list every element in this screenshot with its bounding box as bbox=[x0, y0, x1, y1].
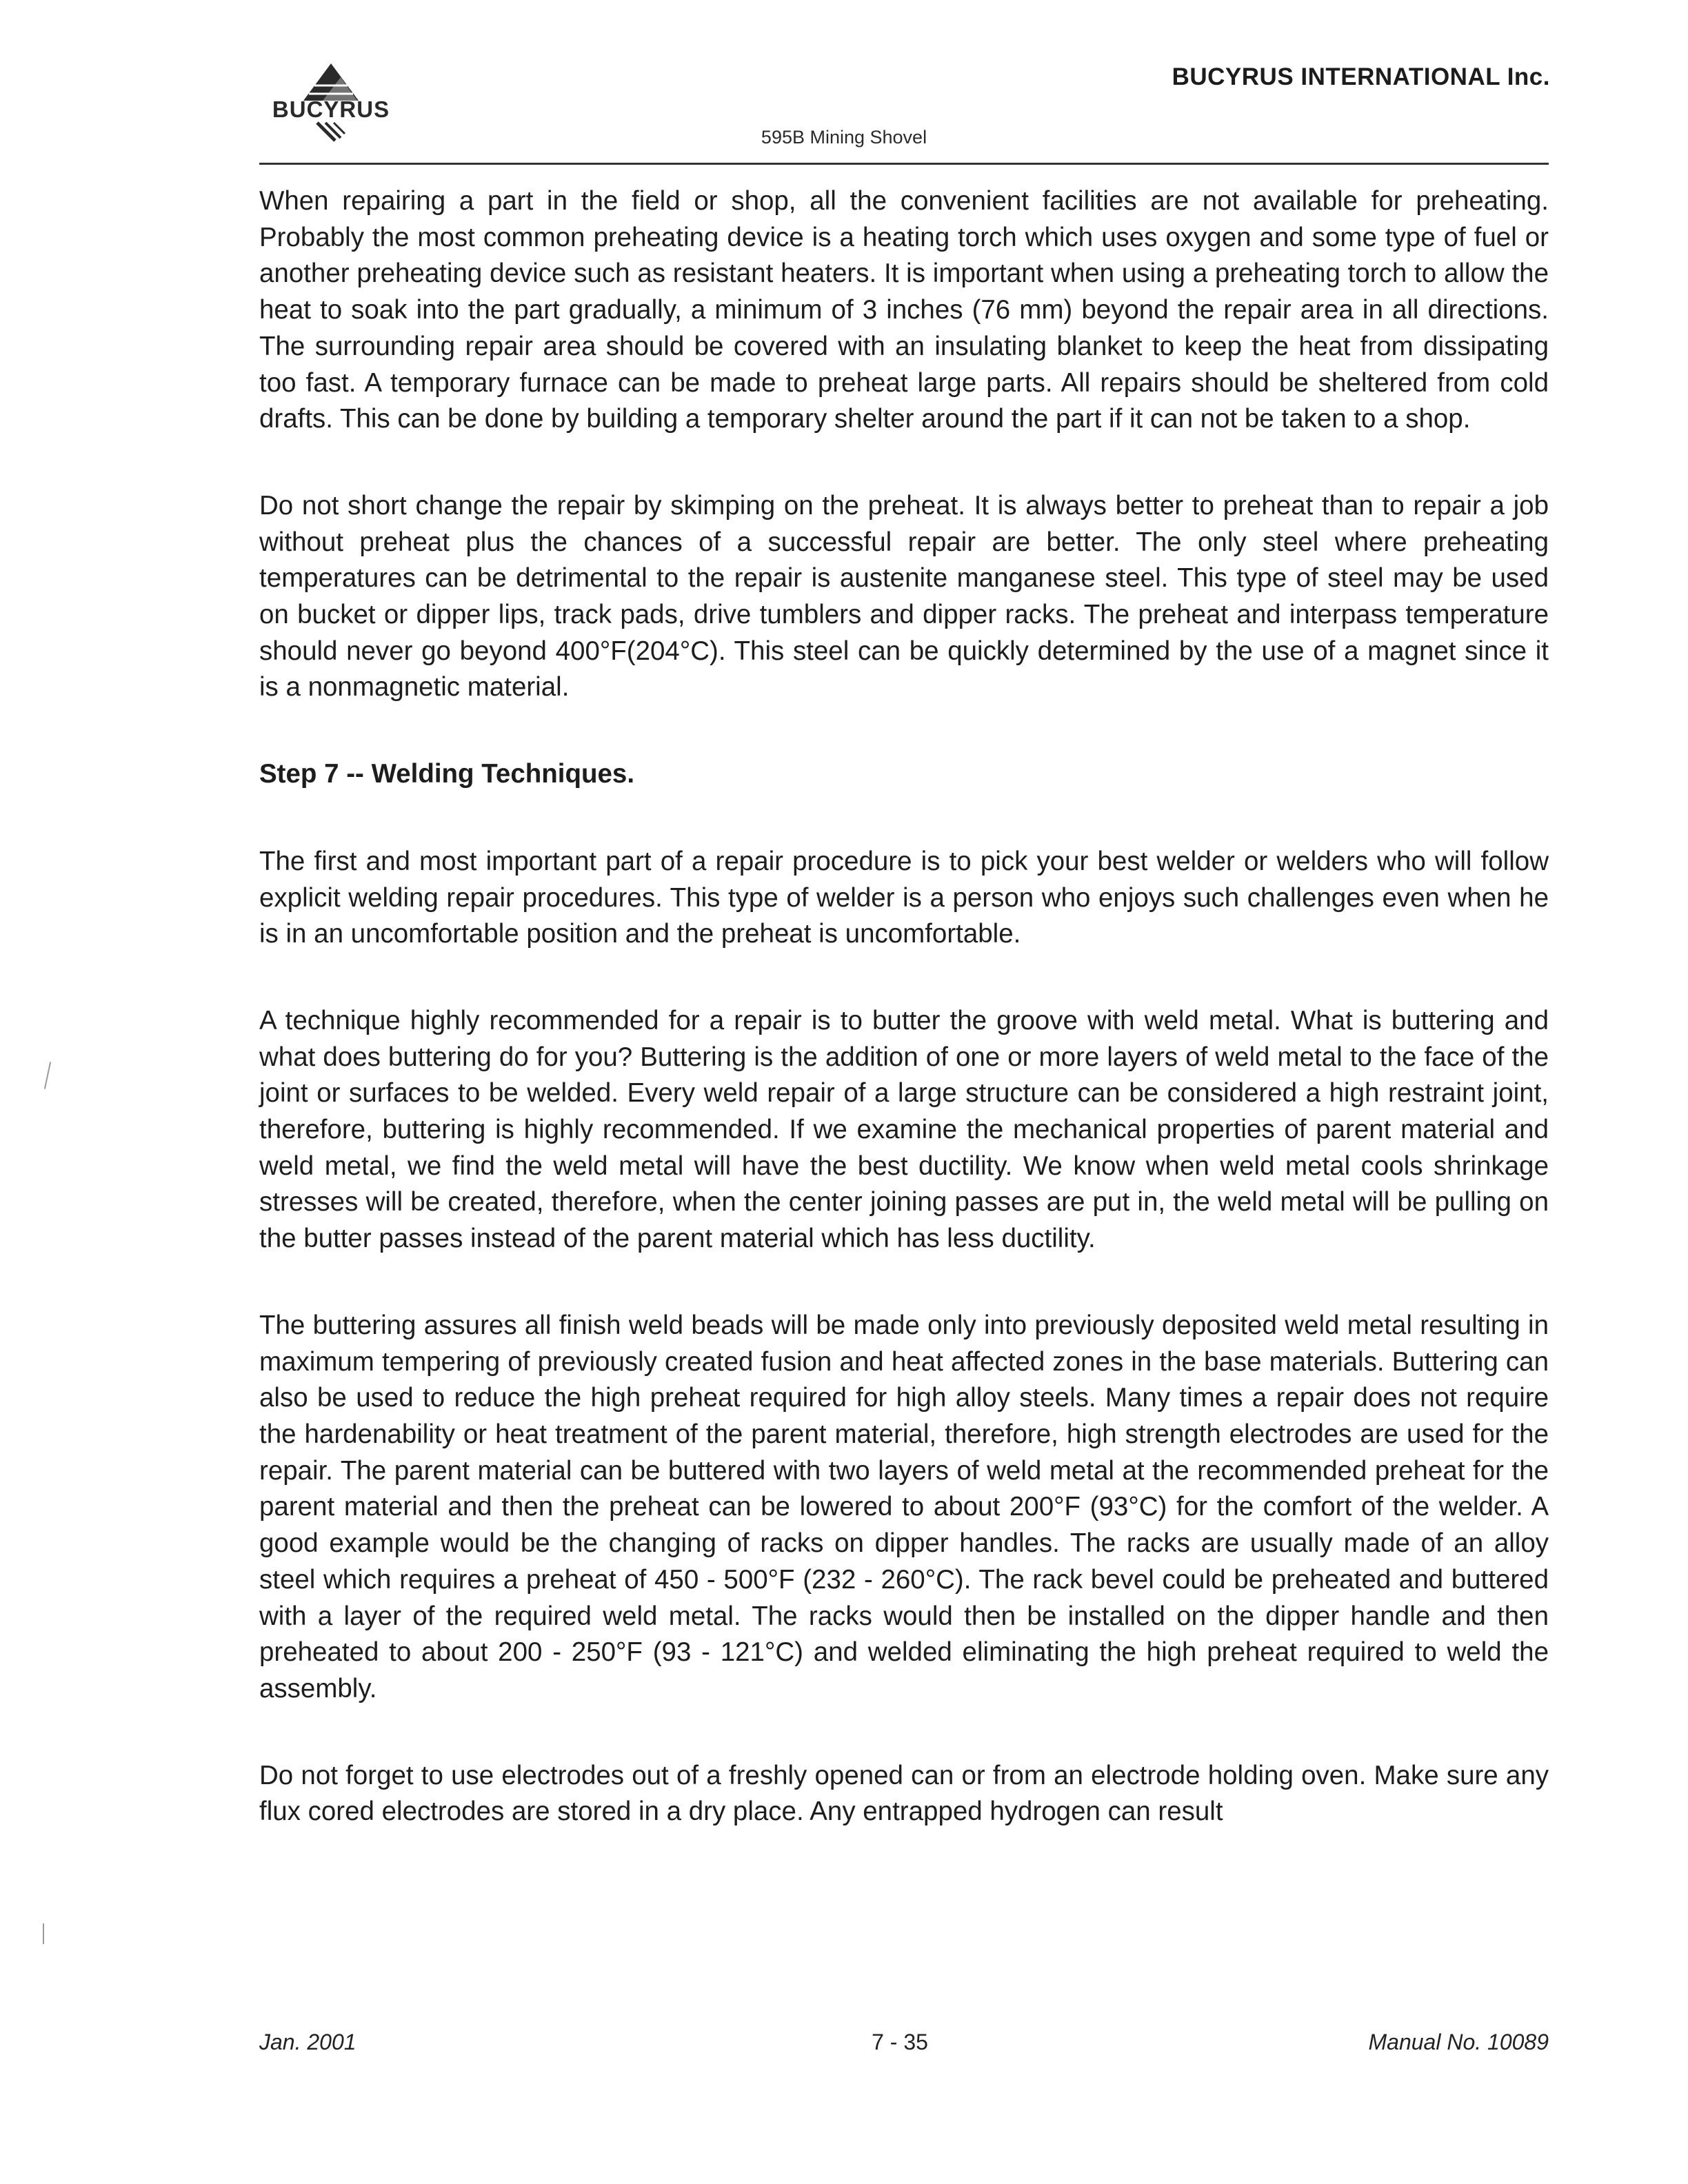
company-name: BUCYRUS INTERNATIONAL Inc. bbox=[1172, 63, 1550, 90]
body-paragraph: The first and most important part of a repair procedure is to pick your best welder or welders who will follow explicit welding repair procedures. This type of welder is a person who enjoys such challenges even when he is in an uncomfortable position and the preheat is uncomfortable. bbox=[259, 846, 1549, 949]
section-heading: Step 7 -- Welding Techniques. bbox=[259, 759, 635, 789]
footer-date: Jan. 2001 bbox=[259, 2030, 356, 2054]
document-subtitle: 595B Mining Shovel bbox=[761, 127, 927, 148]
body-paragraph: Do not short change the repair by skimping on the preheat. It is always better to preheat than to repair a job without preheat plus the chances of a successful repair are better. The only steel where preheating temperatures can be detrimental to the repair is austenite manganese steel. This type of steel may be used on bucket or dipper lips, track pads, drive tumblers and dipper racks. The preheat and interpass temperature should never go beyond 400°F(204°C). This steel can be quickly determined by the use of a magnet since it is a nonmagnetic material. bbox=[259, 490, 1549, 702]
body-paragraph: A technique highly recommended for a repair is to butter the groove with weld metal. What is buttering and what does buttering do for you? Buttering is the addition of one or more layers of weld metal to the face of the joint or surfaces to be welded. Every weld repair of a large structure can be considered a high restraint joint, therefore, buttering is highly recommended. If we examine the mechanical properties of parent material and weld metal, we find the weld metal will have the best ductility. We know when weld metal cools shrinkage stresses will be created, therefore, when the center joining passes are put in, the weld metal will be pulling on the butter passes instead of the parent material which has less ductility. bbox=[259, 1005, 1549, 1254]
scan-mark bbox=[43, 1923, 44, 1944]
page-number: 7 - 35 bbox=[872, 2030, 928, 2054]
scan-mark bbox=[44, 1062, 51, 1089]
page-body bbox=[259, 183, 1549, 1881]
logo-wordmark: BUCYRUS bbox=[272, 97, 390, 122]
body-paragraph: The buttering assures all finish weld beads will be made only into previously deposited weld metal resulting in maximum tempering of previously created fusion and heat affected zones in the base materials. Buttering can also be used to reduce the high preheat required for high alloy steels. Many times a repair does not require the hardenability or heat treatment of the parent material, therefore, high strength electrodes are used for the repair. The parent material can be buttered with two layers of weld metal at the recommended preheat for the parent material and then the preheat can be lowered to about 200°F (93°C) for the comfort of the welder. A good example would be the changing of racks on dipper handles. The racks are usually made of an alloy steel which requires a preheat of 450 - 500°F (232 - 260°C). The rack bevel could be preheated and buttered with a layer of the required weld metal. The racks would then be installed on the dipper handle and then preheated to about 200 - 250°F (93 - 121°C) and welded eliminating the high preheat required to weld the assembly. bbox=[259, 1310, 1549, 1703]
header-divider bbox=[259, 163, 1549, 165]
body-paragraph: When repairing a part in the field or shop, all the convenient facilities are not available for preheating. Probably the most common preheating device is a heating torch which uses oxygen and some type of fuel or another preheating device such as resistant heaters. It is important when using a preheating torch to allow the heat to soak into the part gradually, a minimum of 3 inches (76 mm) beyond the repair area in all directions. The surrounding repair area should be covered with an insulating blanket to keep the heat from dissipating too fast. A temporary furnace can be made to preheat large parts. All repairs should be sheltered from cold drafts. This can be done by building a temporary shelter around the part if it can not be taken to a shop. bbox=[259, 186, 1549, 434]
body-paragraph: Do not forget to use electrodes out of a freshly opened can or from an electrode holding oven. Make sure any flux cored electrodes are stored in a dry place. Any entrapped hydrogen can result bbox=[259, 1760, 1549, 1827]
manual-number: Manual No. 10089 bbox=[1368, 2030, 1549, 2054]
